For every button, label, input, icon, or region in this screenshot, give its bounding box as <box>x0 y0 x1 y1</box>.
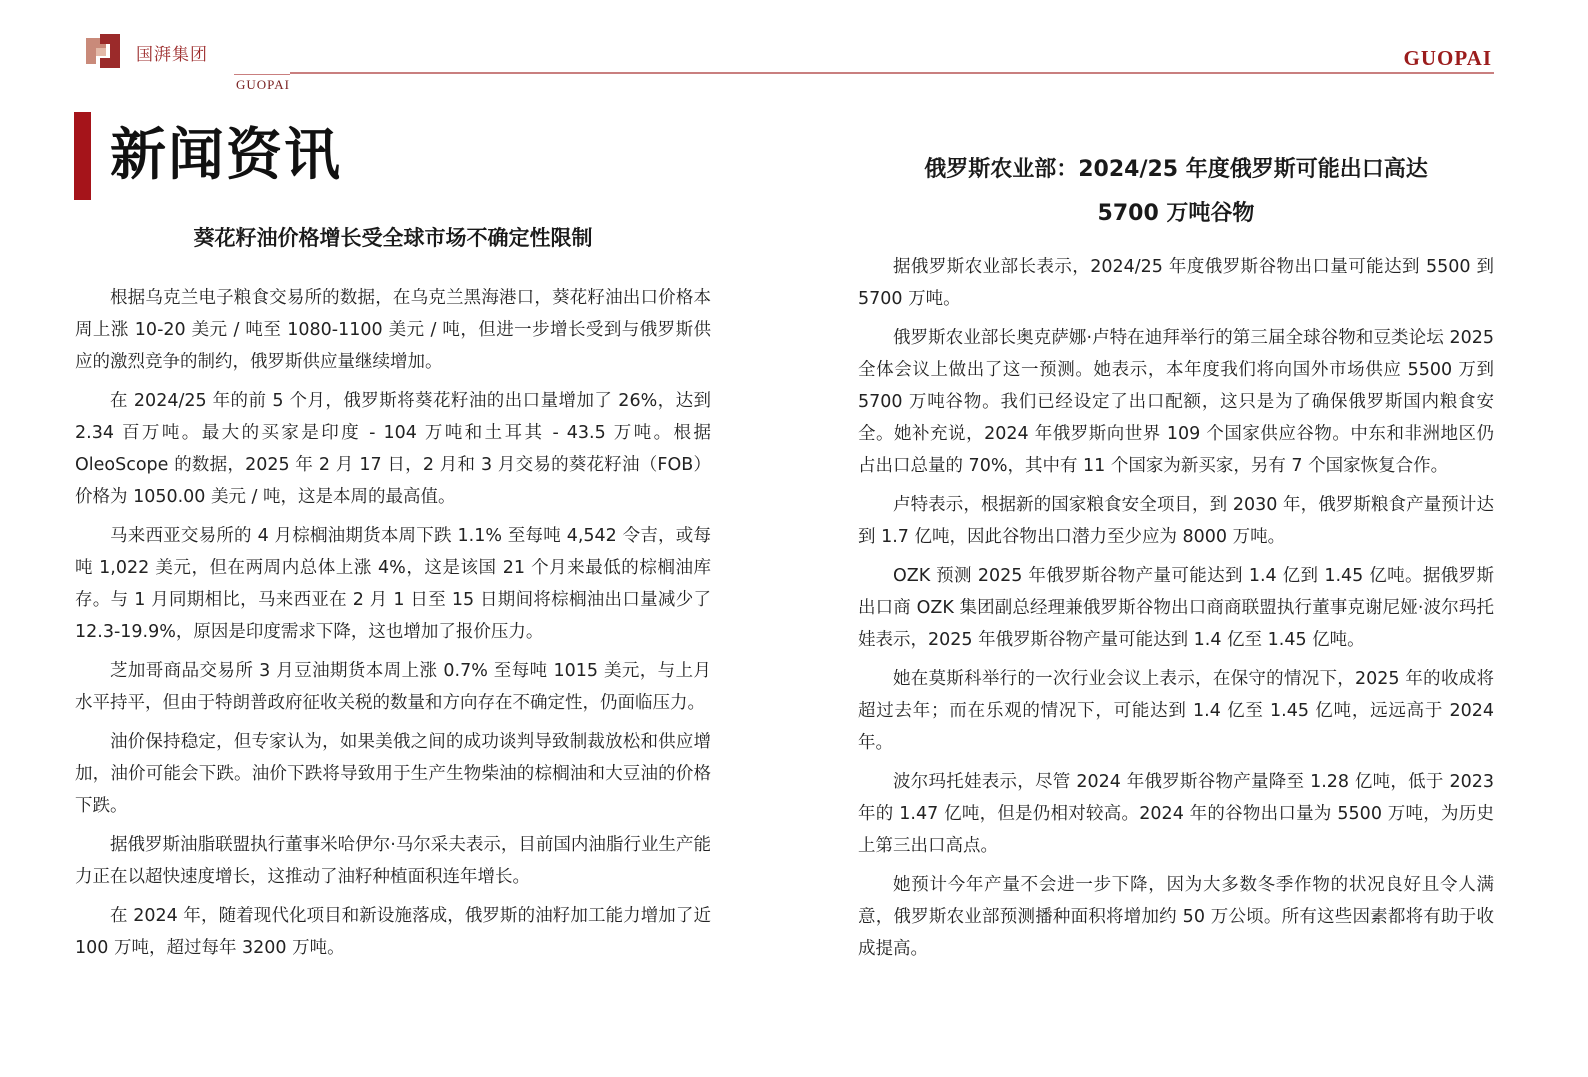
right-article-body <box>858 251 1494 972</box>
left-paragraph: 在 2024/25 年的前 5 个月，俄罗斯将葵花籽油的出口量增加了 26%，达到 2.34 百万吨。最大的买家是印度 - 104 万吨和土耳其 - 43.5 万吨。根据 OleoScope 的数据，2025 年 2 月 17 日，2 月和 3 月交易的葵花籽油（FOB）价格为 1050.00 美元 / 吨，这是本周的最高值。 <box>75 391 711 507</box>
brand-name-en-small: GUOPAI <box>236 77 290 92</box>
left-paragraph: 马来西亚交易所的 4 月棕榈油期货本周下跌 1.1% 至每吨 4,542 令吉，或每吨 1,022 美元，但在两周内总体上涨 4%，这是该国 21 个月来最低的棕榈油库存。与 1 月同期相比，马来西亚在 2 月 1 日至 15 日期间将棕榈油出口量减少了 12.3-19.9%，原因是印度需求下降，这也增加了报价压力。 <box>75 526 711 642</box>
right-paragraph: 波尔玛托娃表示，尽管 2024 年俄罗斯谷物产量降至 1.28 亿吨，低于 2023 年的 1.47 亿吨，但是仍相对较高。2024 年的谷物出口量为 5500 万吨，为历史上第三出口高点。 <box>858 772 1494 856</box>
section-accent-bar <box>74 112 91 200</box>
right-paragraph: 俄罗斯农业部长奥克萨娜·卢特在迪拜举行的第三届全球谷物和豆类论坛 2025 全体会议上做出了这一预测。她表示，本年度我们将向国外市场供应 5500 万到 5700 万吨谷物。我们已经设定了出口配额，这只是为了确保俄罗斯国内粮食安全。她补充说，2024 年俄罗斯向世界 109 个国家供应谷物。中东和非洲地区仍占出口总量的 70%，其中有 11 个国家为新买家，另有 7 个国家恢复合作。 <box>858 328 1494 476</box>
left-paragraph: 根据乌克兰电子粮食交易所的数据，在乌克兰黑海港口，葵花籽油出口价格本周上涨 10-20 美元 / 吨至 1080-1100 美元 / 吨，但进一步增长受到与俄罗斯供应的激烈竞争的制约，俄罗斯供应量继续增加。 <box>75 288 711 372</box>
right-paragraph: OZK 预测 2025 年俄罗斯谷物产量可能达到 1.4 亿到 1.45 亿吨。据俄罗斯出口商 OZK 集团副总经理兼俄罗斯谷物出口商商联盟执行董事克谢尼娅·波尔玛托娃表示，2025 年俄罗斯谷物产量可能达到 1.4 亿至 1.45 亿吨。 <box>858 566 1494 650</box>
right-paragraph: 卢特表示，根据新的国家粮食安全项目，到 2030 年，俄罗斯粮食产量预计达到 1.7 亿吨，因此谷物出口潜力至少应为 8000 万吨。 <box>858 495 1494 547</box>
right-paragraph: 据俄罗斯农业部长表示，2024/25 年度俄罗斯谷物出口量可能达到 5500 到 5700 万吨。 <box>858 257 1494 309</box>
section-title: 新闻资讯 <box>110 123 342 188</box>
right-article-title <box>858 148 1494 236</box>
brand-name-cn: 国湃集团 <box>136 45 208 65</box>
header-divider-thin <box>234 74 290 75</box>
right-article-title-line1: 俄罗斯农业部：2024/25 年度俄罗斯可能出口高达 <box>924 157 1428 182</box>
right-article-title-line2: 5700 万吨谷物 <box>1097 201 1255 226</box>
left-article-body <box>75 282 711 971</box>
right-paragraph: 她预计今年产量不会进一步下降，因为大多数冬季作物的状况良好且令人满意，俄罗斯农业部预测播种面积将增加约 50 万公顷。所有这些因素都将有助于收成提高。 <box>858 875 1494 959</box>
left-paragraph: 芝加哥商品交易所 3 月豆油期货本周上涨 0.7% 至每吨 1015 美元，与上月水平持平，但由于特朗普政府征收关税的数量和方向存在不确定性，仍面临压力。 <box>75 661 711 713</box>
header-divider <box>290 72 1494 74</box>
brand-name-en-right: GUOPAI <box>1403 46 1492 70</box>
left-paragraph: 在 2024 年，随着现代化项目和新设施落成，俄罗斯的油籽加工能力增加了近 100 万吨，超过每年 3200 万吨。 <box>75 906 711 958</box>
guopai-logo-icon <box>82 30 124 72</box>
left-paragraph: 油价保持稳定，但专家认为，如果美俄之间的成功谈判导致制裁放松和供应增加，油价可能会下跌。油价下跌将导致用于生产生物柴油的棕榈油和大豆油的价格下跌。 <box>75 732 711 816</box>
left-article-title: 葵花籽油价格增长受全球市场不确定性限制 <box>193 226 593 250</box>
right-paragraph: 她在莫斯科举行的一次行业会议上表示，在保守的情况下，2025 年的收成将超过去年；而在乐观的情况下，可能达到 1.4 亿至 1.45 亿吨，远远高于 2024 年。 <box>858 669 1494 753</box>
left-paragraph: 据俄罗斯油脂联盟执行董事米哈伊尔·马尔采夫表示，目前国内油脂行业生产能力正在以超快速度增长，这推动了油籽种植面积连年增长。 <box>75 835 711 887</box>
